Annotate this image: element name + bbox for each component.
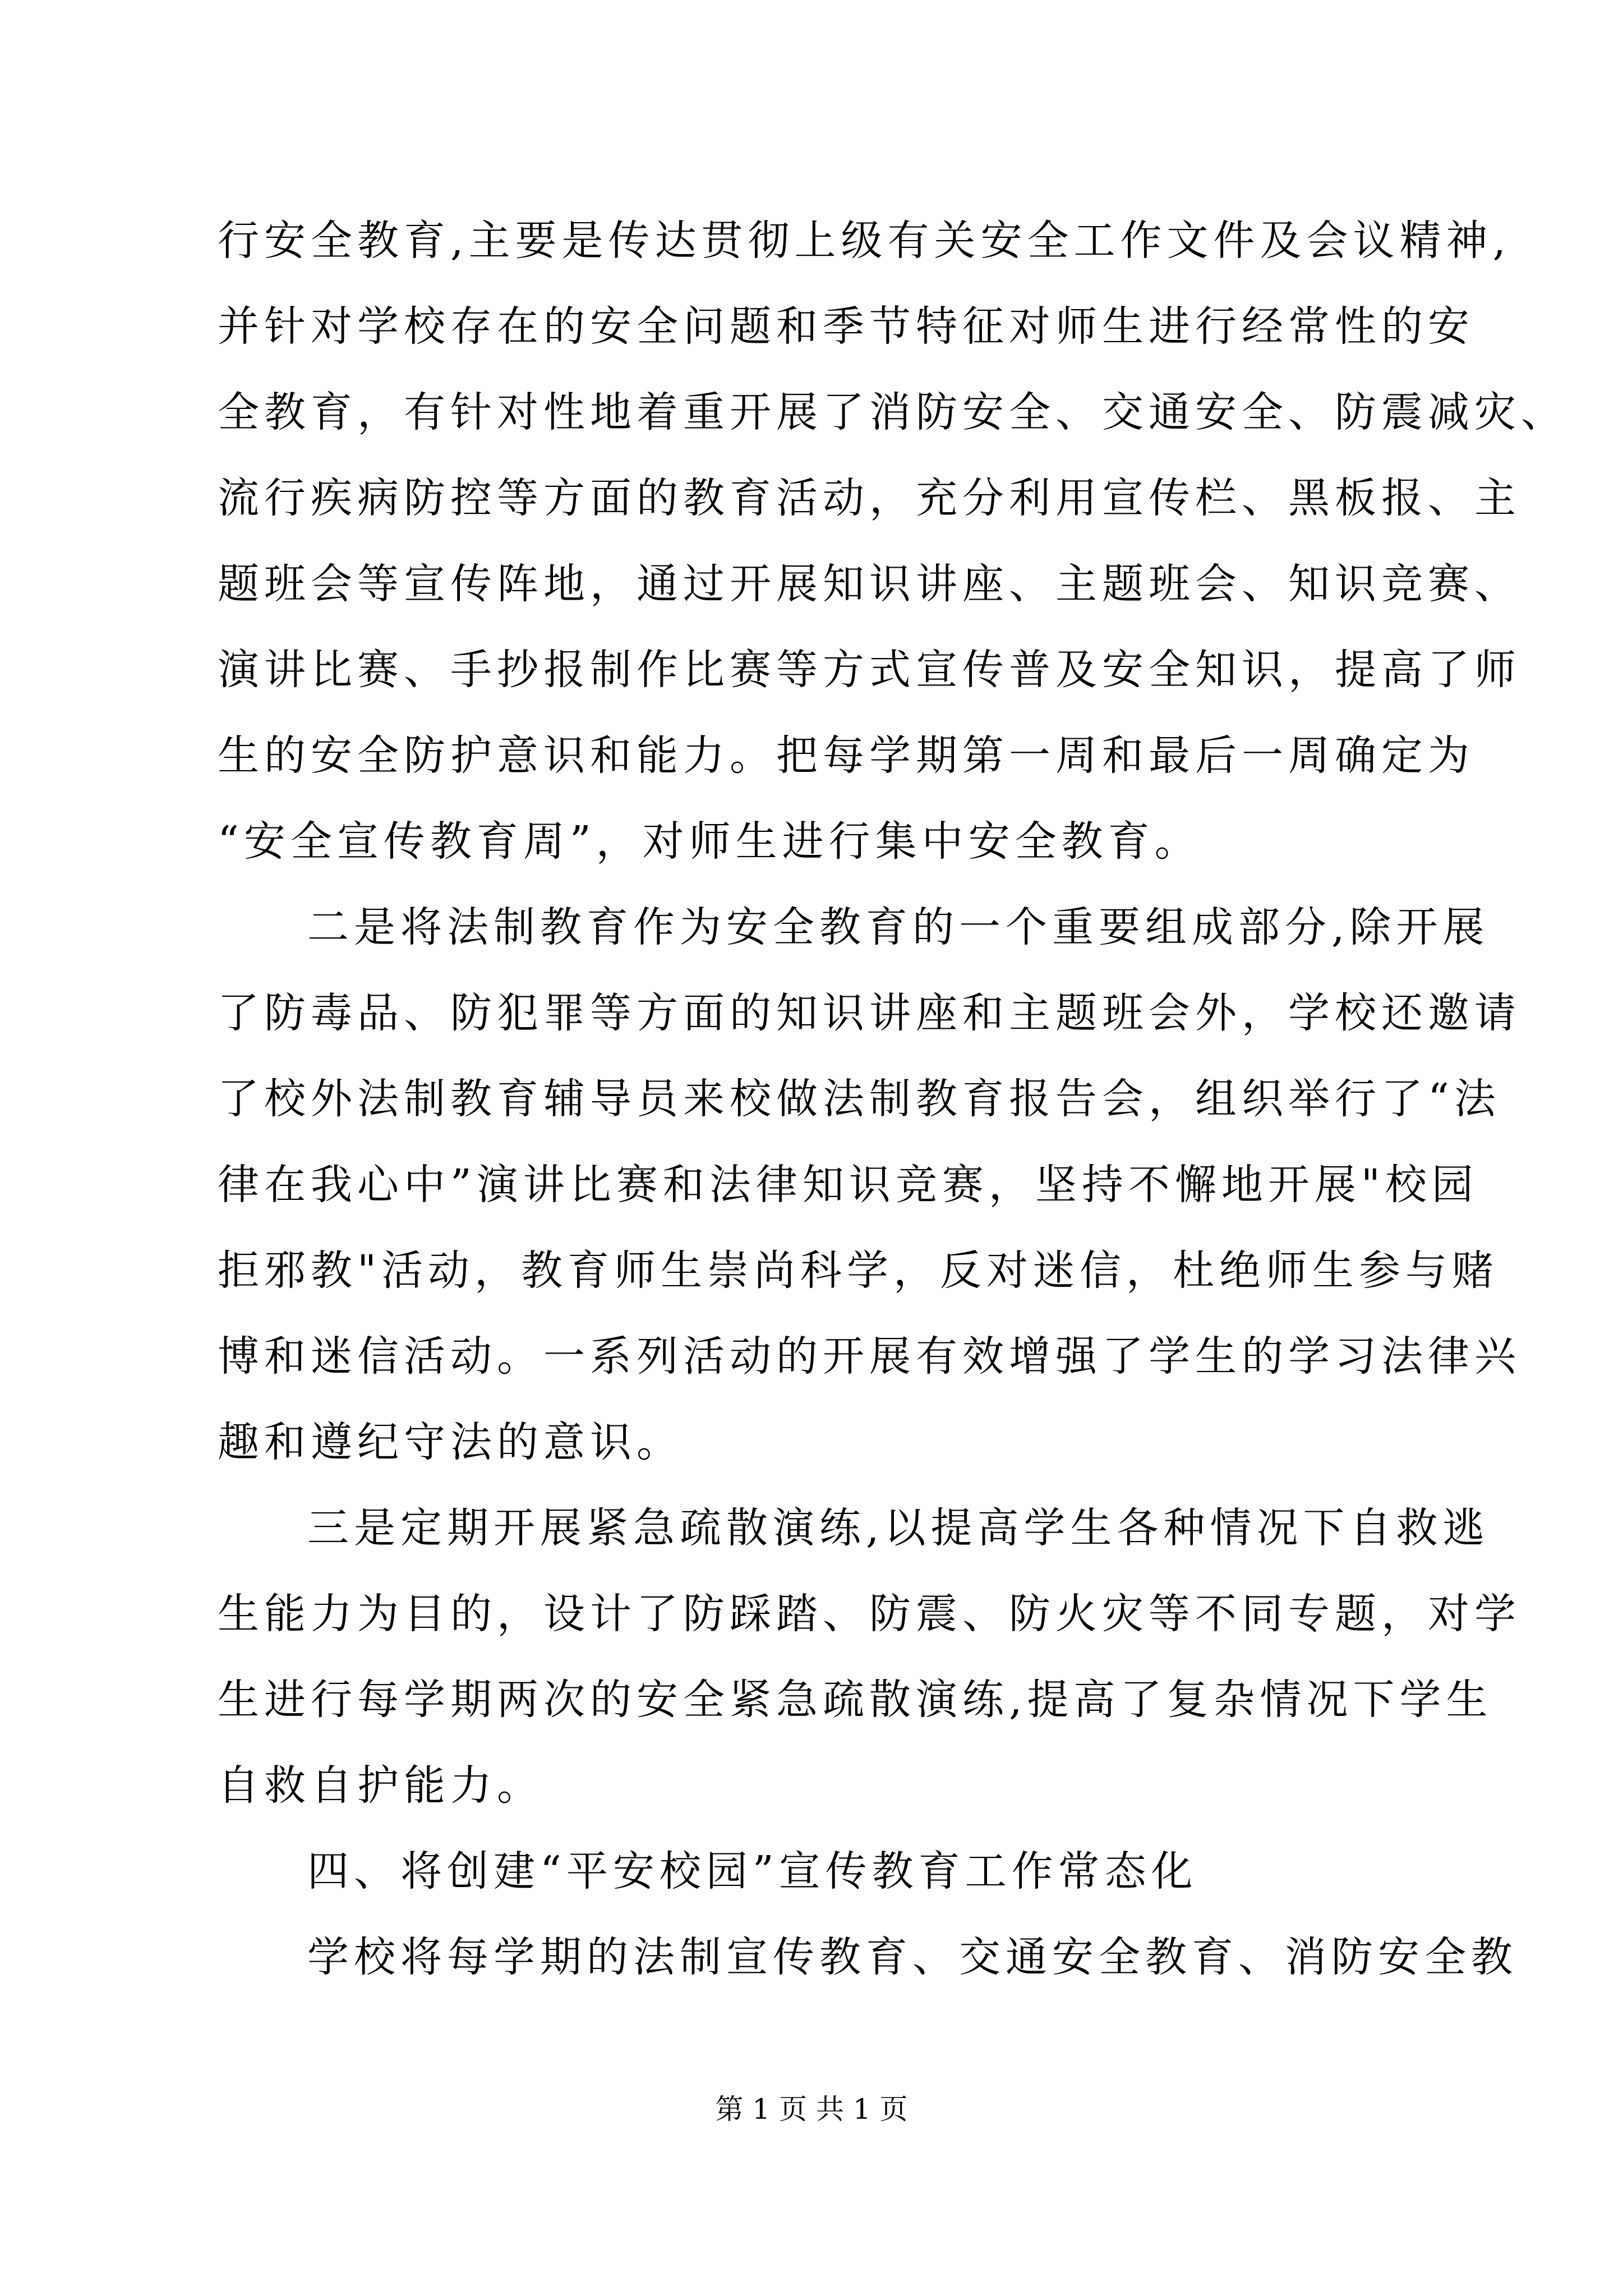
text-line: 生能力为目的，设计了防踩踏、防震、防火灾等不同专题，对学 [218, 1590, 1521, 1638]
text-line: 行安全教育,主要是传达贯彻上级有关安全工作文件及会议精神, [218, 217, 1511, 265]
text-line: 学校将每学期的法制宣传教育、交通安全教育、消防安全教 [307, 1933, 1518, 1981]
page-footer: 第 1 页 共 1 页 [715, 2093, 908, 2125]
text-line: 全教育，有针对性地着重开展了消防安全、交通安全、防震减灾、 [218, 388, 1567, 436]
text-line: 题班会等宣传阵地，通过开展知识讲座、主题班会、知识竞赛、 [218, 560, 1521, 608]
section-heading: 四、将创建“平安校园”宣传教育工作常态化 [307, 1847, 1198, 1895]
text-line: 生进行每学期两次的安全紧急疏散演练,提高了复杂情况下学生 [218, 1676, 1493, 1724]
text-line: 律在我心中”演讲比赛和法律知识竞赛，坚持不懈地开展"校园 [218, 1161, 1478, 1209]
text-line: 演讲比赛、手抄报制作比赛等方式宣传普及安全知识，提高了师 [218, 646, 1521, 694]
text-line: 流行疾病防控等方面的教育活动，充分利用宣传栏、黑板报、主 [218, 474, 1521, 522]
text-line: 博和迷信活动。一系列活动的开展有效增强了学生的学习法律兴 [218, 1332, 1521, 1381]
text-line: 生的安全防护意识和能力。把每学期第一周和最后一周确定为 [218, 731, 1474, 780]
text-line: 自救自护能力。 [218, 1761, 543, 1810]
text-line: 趣和遵纪守法的意识。 [218, 1418, 683, 1466]
text-line: 二是将法制教育作为安全教育的一个重要组成部分,除开展 [307, 903, 1490, 951]
text-line: 了防毒品、防犯罪等方面的知识讲座和主题班会外，学校还邀请 [218, 989, 1521, 1037]
text-line: 三是定期开展紧急疏散演练,以提高学生各种情况下自救逃 [307, 1504, 1490, 1552]
text-line: 并针对学校存在的安全问题和季节特征对师生进行经常性的安 [218, 302, 1474, 351]
text-line: 了校外法制教育辅导员来校做法制教育报告会，组织举行了“法 [218, 1075, 1501, 1123]
text-line: “安全宣传教育周”，对师生进行集中安全教育。 [218, 817, 1201, 866]
text-line: 拒邪教"活动，教育师生崇尚科学，反对迷信，杜绝师生参与赌 [218, 1246, 1499, 1295]
